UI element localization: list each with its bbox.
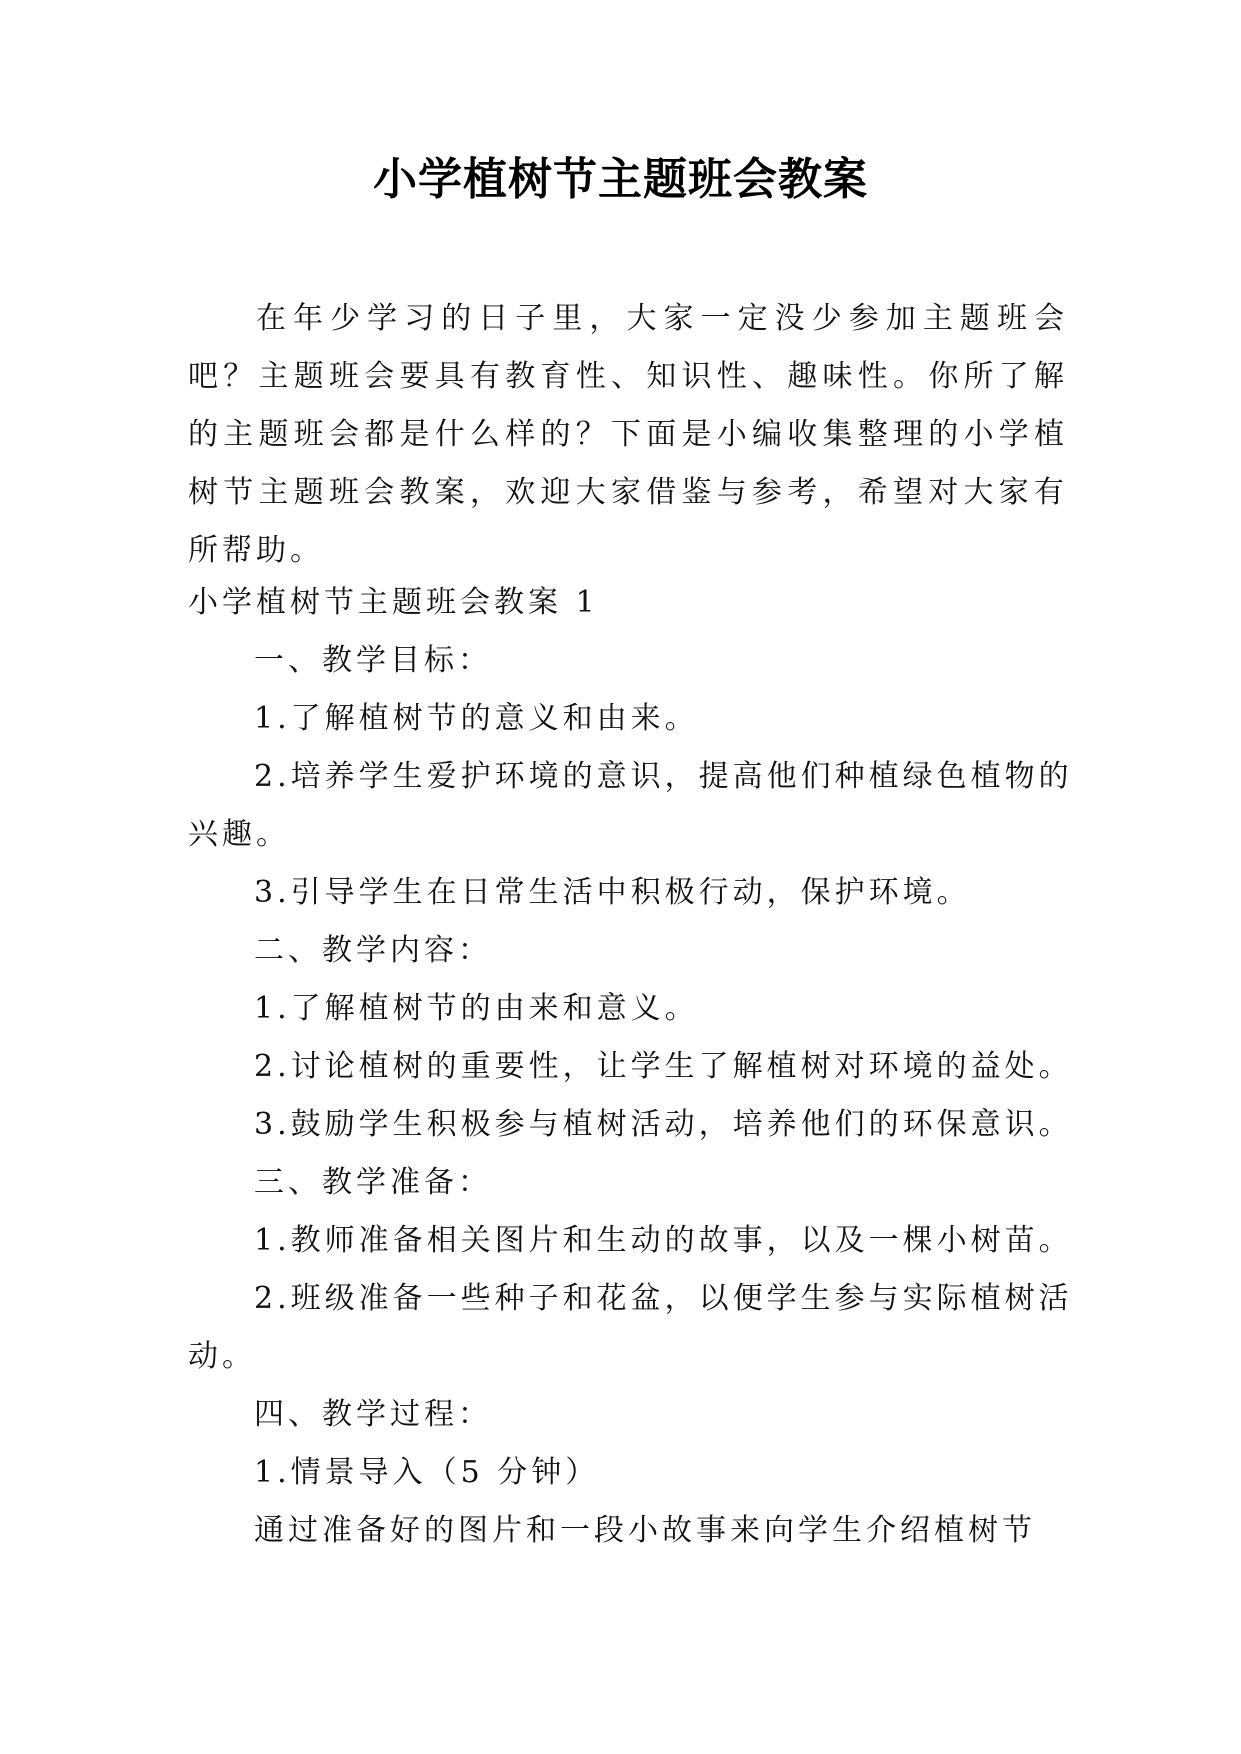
list-item: 1.情景导入（5 分钟） [254, 1455, 600, 1490]
list-item-continuation: 兴趣。 [188, 817, 290, 852]
subheading-process: 四、教学过程： [254, 1397, 492, 1432]
list-item: 3.鼓励学生积极参与植树活动，培养他们的环保意识。 [254, 1107, 1073, 1142]
list-item: 2.培养学生爱护环境的意识，提高他们种植绿色植物的 [254, 759, 1073, 794]
subheading-objectives: 一、教学目标： [254, 643, 492, 678]
paragraph-line: 通过准备好的图片和一段小故事来向学生介绍植树节 [254, 1513, 1036, 1548]
list-item: 1.教师准备相关图片和生动的故事，以及一棵小树苗。 [254, 1223, 1073, 1258]
list-item: 3.引导学生在日常生活中积极行动，保护环境。 [254, 875, 971, 910]
subheading-content: 二、教学内容： [254, 933, 492, 968]
document-title: 小学植树节主题班会教案 [373, 154, 868, 205]
list-item: 1.了解植树节的意义和由来。 [254, 701, 699, 736]
lesson-plan-body [188, 574, 1073, 1560]
intro-paragraph: 在年少学习的日子里，大家一定没少参加主题班会吧？主题班会要具有教育性、知识性、趣味性。你所了解的主题班会都是什么样的？下面是小编收集整理的小学植树节主题班会教案，欢迎大家借鉴与参考，希望对大家有所帮助。 [188, 301, 1068, 568]
subheading-preparation: 三、教学准备： [254, 1165, 492, 1200]
section-heading: 小学植树节主题班会教案 1 [188, 585, 599, 620]
list-item: 2.讨论植树的重要性，让学生了解植树对环境的益处。 [254, 1049, 1073, 1084]
list-item-continuation: 动。 [188, 1339, 256, 1374]
list-item: 2.班级准备一些种子和花盆，以便学生参与实际植树活 [254, 1281, 1073, 1316]
list-item: 1.了解植树节的由来和意义。 [254, 991, 699, 1026]
